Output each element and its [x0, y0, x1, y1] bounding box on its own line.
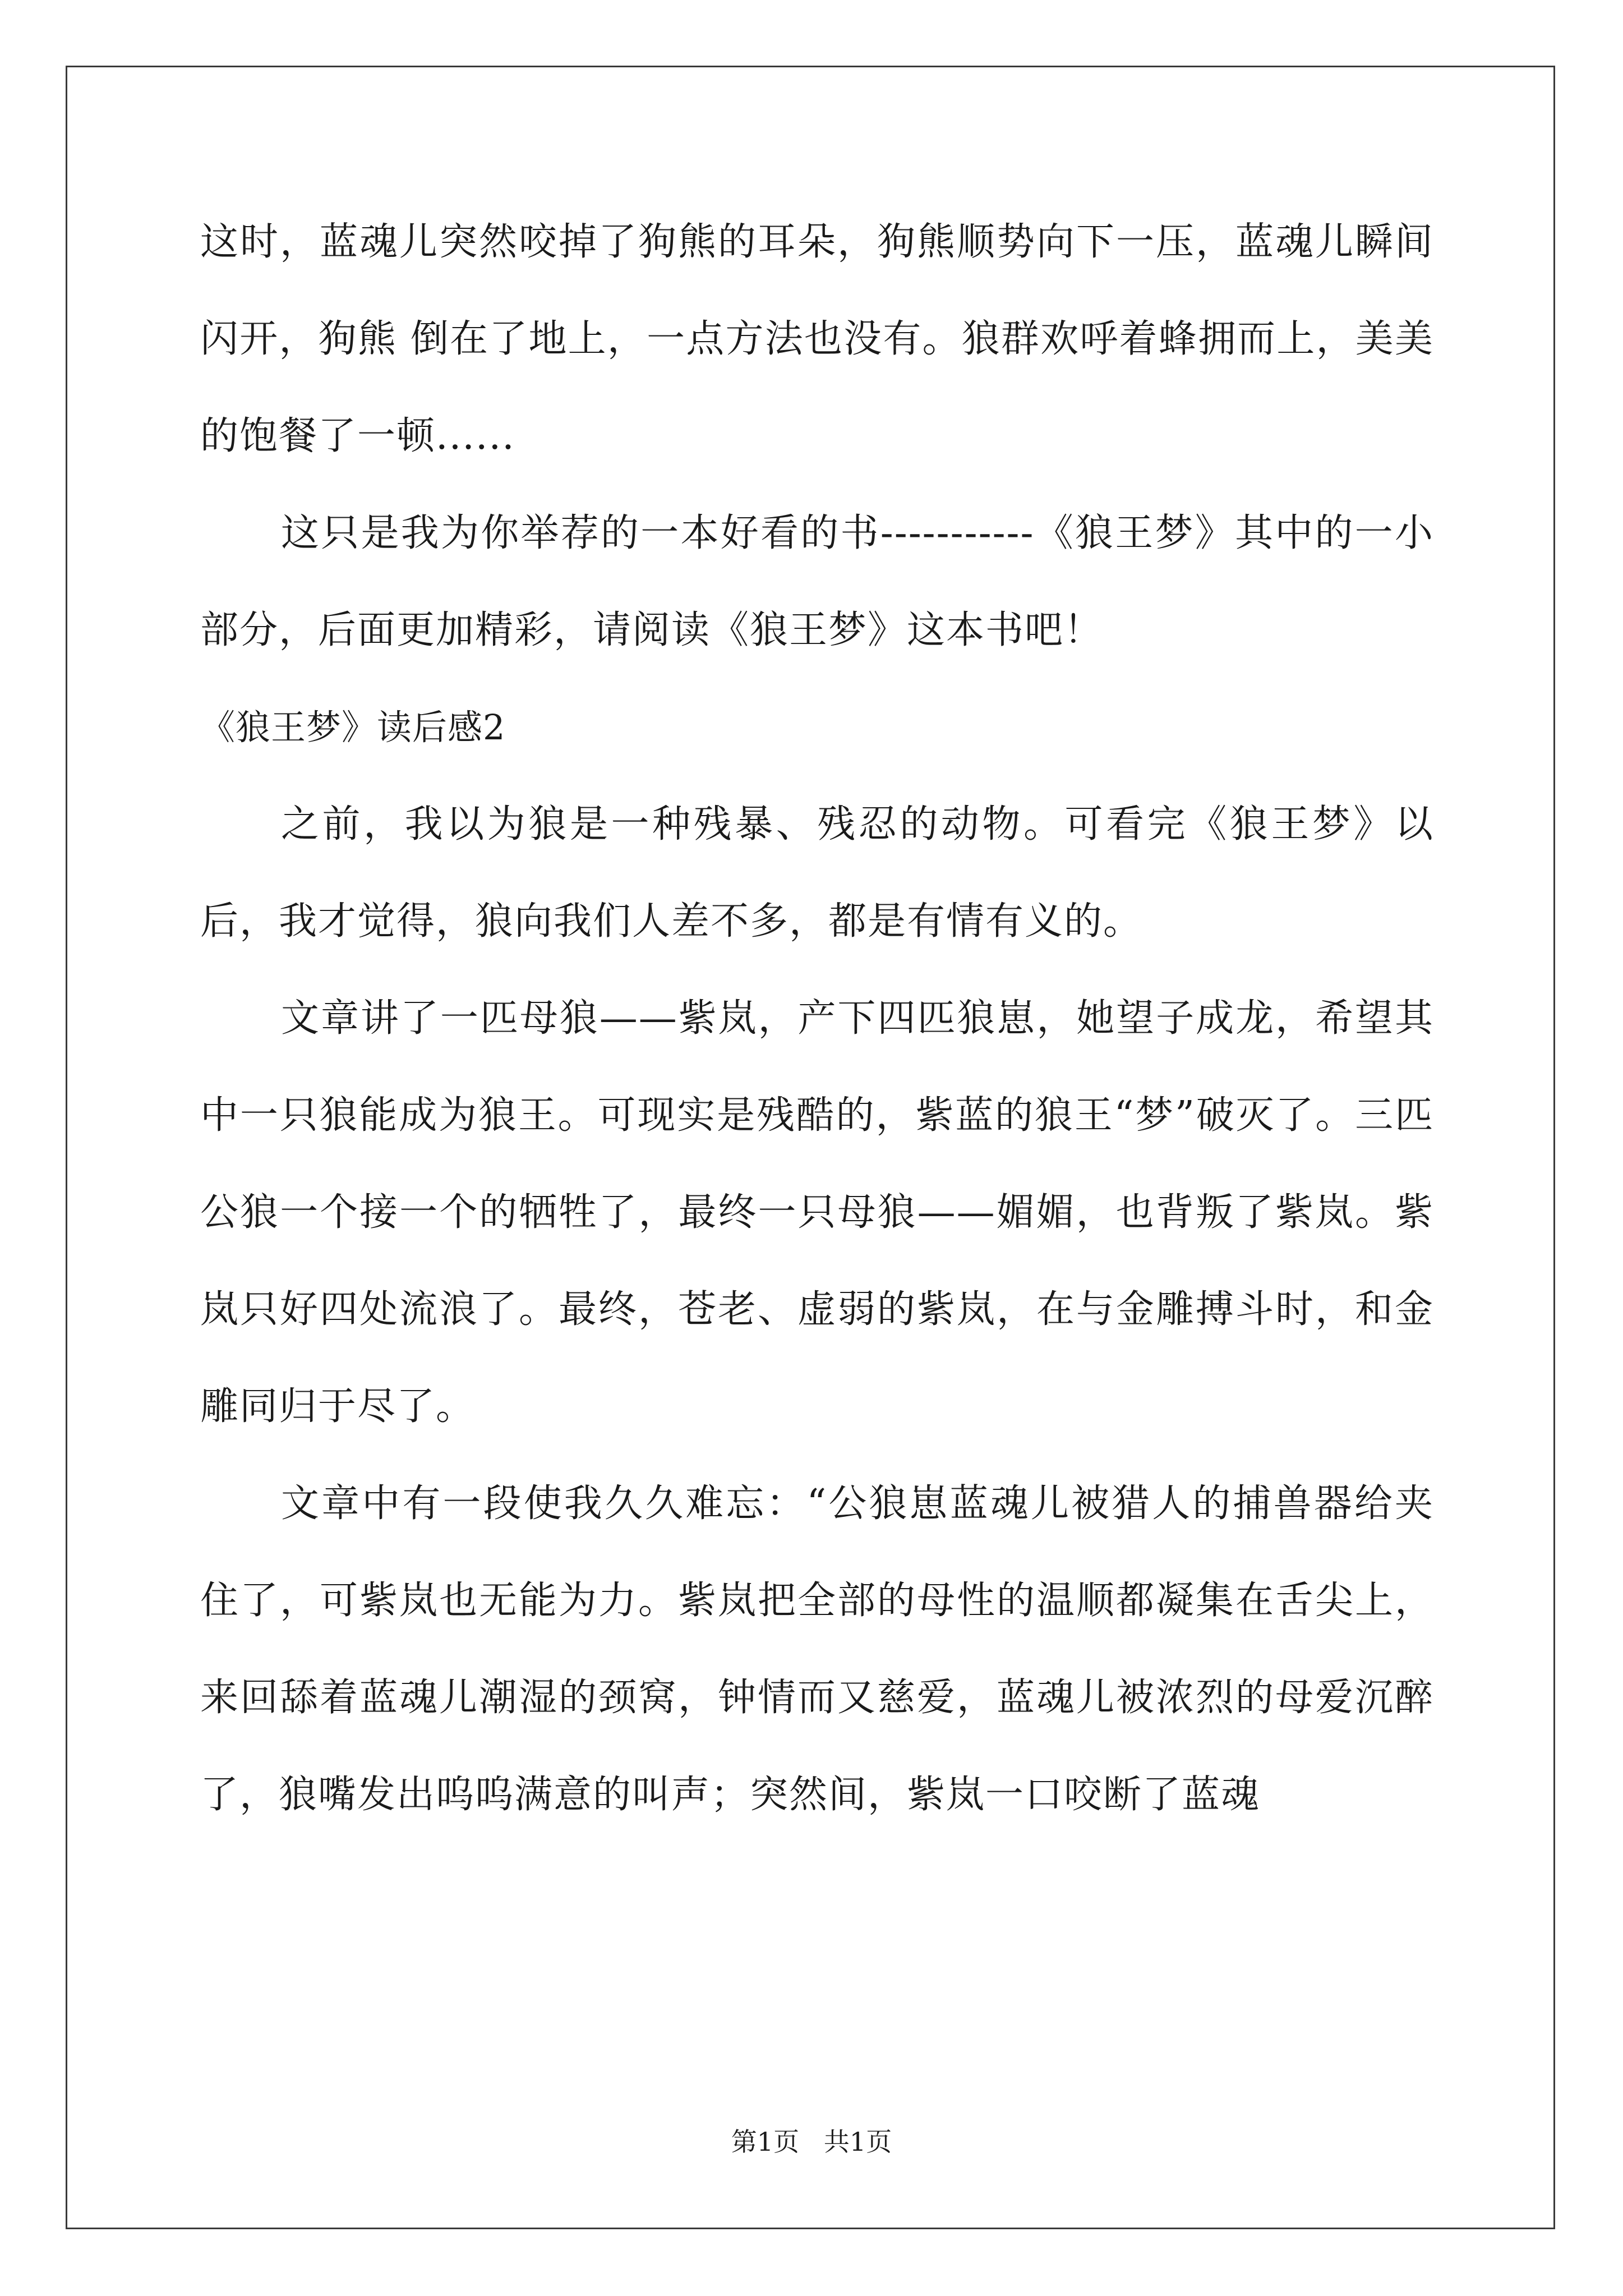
- document-body: [200, 194, 1434, 1843]
- page-number-footer: 第1页 共1页: [731, 2127, 892, 2157]
- paragraph-1: 这时，蓝魂儿突然咬掉了狗熊的耳朵，狗熊顺势向下一压，蓝魂儿瞬间闪开，狗熊 倒在了地上，一点方法也没有。狼群欢呼着蜂拥而上，美美的饱餐了一顿......: [200, 220, 1434, 458]
- paragraph-4: 文章讲了一匹母狼——紫岚，产下四匹狼崽，她望子成龙，希望其中一只狼能成为狼王。可现实是残酷的，紫蓝的狼王“梦”破灭了。三匹公狼一个接一个的牺牲了，最终一只母狼——媚媚，也背叛了紫岚。紫岚只好四处流浪了。最终，苍老、虚弱的紫岚，在与金雕搏斗时，和金雕同归于尽了。: [200, 996, 1434, 1429]
- paragraph-5: 文章中有一段使我久久难忘：“公狼崽蓝魂儿被猎人的捕兽器给夹住了，可紫岚也无能为力。紫岚把全部的母性的温顺都凝集在舌尖上，来回舔着蓝魂儿潮湿的颈窝，钟情而又慈爱，蓝魂儿被浓烈的母爱沉醉了，狼嘴发出呜呜满意的叫声；突然间，紫岚一口咬断了蓝魂: [200, 1481, 1434, 1817]
- paragraph-3: 之前，我以为狼是一种残暴、残忍的动物。可看完《狼王梦》以后，我才觉得，狼向我们人差不多，都是有情有义的。: [200, 802, 1434, 944]
- section-heading: 《狼王梦》读后感2: [200, 707, 506, 748]
- paragraph-2: 这只是我为你举荐的一本好看的书-----------《狼王梦》其中的一小部分，后面更加精彩，请阅读《狼王梦》这本书吧！: [200, 511, 1434, 652]
